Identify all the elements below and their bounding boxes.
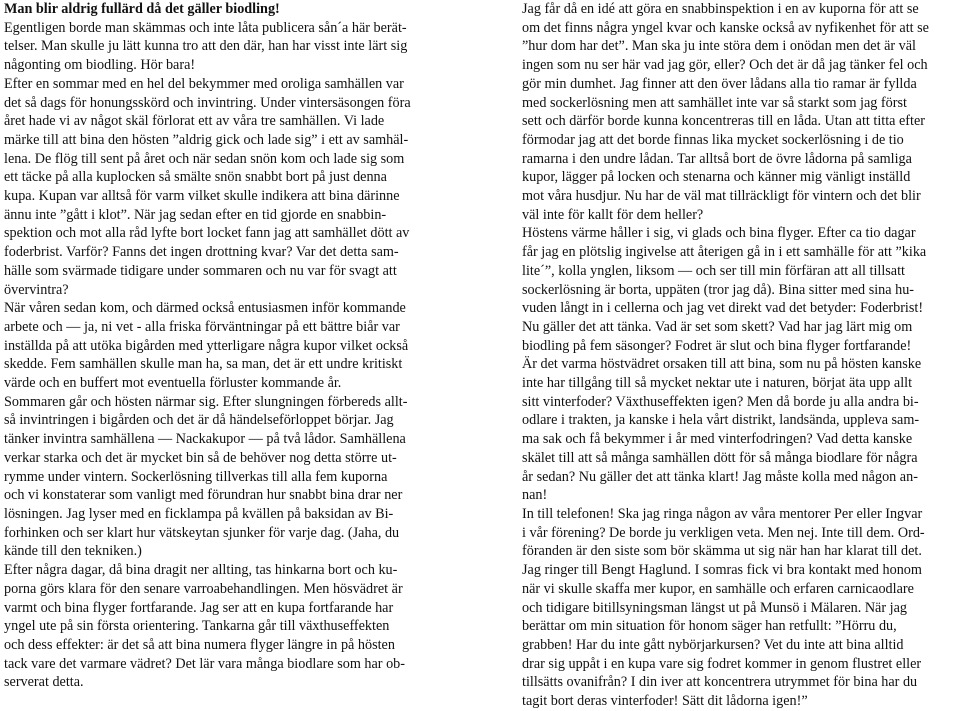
left-column-line: rymme under vintern. Sockerlösning tillverkas till alla fem kuporna (4, 468, 388, 485)
left-column-line: övervintra? (4, 281, 69, 298)
left-column-line: Egentligen borde man skämmas och inte låta publicera sån´a här berät- (4, 19, 407, 36)
left-column-line: märke till att bina den hösten ”aldrig gick och lade sig” i ett av samhäl- (4, 131, 409, 148)
right-column-line: sockerlösning är borta, uppäten (tror jag då). Bina sitter med sina hu- (522, 281, 915, 298)
left-column-line: serverat detta. (4, 674, 84, 691)
right-column-line: väl inte för kallt för dem heller? (522, 206, 704, 223)
left-column-line: yngel ute på sin första orientering. Tankarna går till växthuseffekten (4, 618, 390, 635)
left-column-line: tänker invintra samhällena — Nackakupor — på två lådor. Samhällena (4, 431, 406, 448)
left-column-line: Efter några dagar, då bina dragit ner allting, tas hinkarna bort och ku- (4, 562, 398, 579)
left-column-line: Efter en sommar med en hel del bekymmer med oroliga samhällen var (4, 75, 404, 92)
right-column-line: ”hur dom har det”. Man ska ju inte störa dem i onödan men det är väl (522, 38, 916, 55)
right-column-line: ma sak och få bekymmer i år med vinterfodringen? Vad detta kanske (522, 431, 913, 448)
right-column-line: gör min dumhet. Jag finner att den över lådans alla tio ramar är fyllda (522, 75, 917, 92)
right-column-text (522, 0, 954, 711)
left-column-line: När våren sedan kom, och därmed också entusiasmen inför kommande (4, 300, 406, 317)
left-column-line: någonting om biodling. Hör bara! (4, 57, 196, 74)
right-column-line: föranden är den siste som bör skämma ut sig när han har klarat till det. (522, 543, 922, 560)
left-column-line: foderbrist. Varför? Fanns det ingen drottning kvar? Var det detta sam- (4, 244, 399, 261)
left-column-line: telser. Man skulle ju lätt kunna tro att den där, han har visst inte lärt sig (4, 38, 408, 55)
right-column-line: och tidigare bitillsyningsman längst ut på Munsö i Mälaren. När jag (522, 599, 907, 616)
left-column-line: porna görs klara för den senare varroabehandlingen. Men hösvädret är (4, 580, 403, 597)
right-column-line: tagit bort deras vinterfoder! Sätt dit lådorna igen!” (522, 693, 808, 710)
right-column-line: drar sig uppåt i en kupa vare sig fodret kommer in genom flustret eller (522, 655, 922, 672)
right-column-line: grabben! Har du inte gått nybörjarkursen? Vet du inte att bina alltid (522, 636, 904, 653)
left-column-line: hälle som svärmade tidigare under sommaren och nu var för svagt att (4, 262, 397, 279)
right-column-line: inte har tillgång till så mycket nektar ute i naturen, börjat äta upp allt (522, 375, 913, 392)
left-column-line: Sommaren går och hösten närmar sig. Efter slungningen förbereds allt- (4, 393, 408, 410)
left-column-line: inställda på att utöka bigården med ytterligare några kupor vilket också (4, 337, 409, 354)
right-column-line: skälet till att så många samhällen dött för så många biodlare för några (522, 449, 918, 466)
right-column-line: odlare i trakten, ja kanske i hela vårt distrikt, landsända, uppleva sam- (522, 412, 920, 429)
right-column-line: berättar om min situation för honom säger han retfullt: ”Hörru du, (522, 618, 897, 635)
left-column-line: värde och en buffert mot eventuella förluster kommande år. (4, 375, 342, 392)
left-column-line: det så dags för honungsskörd och invintring. Under vintersäsongen föra (4, 94, 411, 111)
left-column-line: tack vare det varmare vädret? Det lär vara många biodlare som har ob- (4, 655, 405, 672)
right-column-line: får jag en plötslig ingivelse att återigen gå in i ett samhälle för att ”kika (522, 244, 927, 261)
right-column-line: om det finns några yngel kvar och kanske också av nyfikenhet för att se (522, 19, 929, 36)
left-column-line: forhinken och ser klart hur vätskeytan sjunker för varje dag. (Jaha, du (4, 524, 400, 541)
right-column-line: ramarna i den undre lådan. Tar alltså bort de övre lådorna på samliga (522, 150, 912, 167)
right-column-line: mot våra husdjur. Nu har de väl mat tillräckligt för vintern och det blir (522, 188, 921, 205)
left-column-text (4, 19, 436, 692)
right-column-line: sett och därför borde kunna koncentreras till en låda. Utan att titta efter (522, 113, 925, 130)
right-column-line: nan! (522, 487, 548, 504)
left-column-line: och vi konstaterar som vanligt med förundran hur snabbt bina drar ner (4, 487, 403, 504)
left-column-line: kände till den tekniken.) (4, 543, 142, 560)
left-column-line: och dess effekter: är det så att bina numera flyger längre in på hösten (4, 636, 395, 653)
left-column-line: året hade vi av något skäl förlorat ett av våra tre samhällen. Vi lade (4, 113, 385, 130)
left-column-line: varmt och bina flyger fortfarande. Jag ser att en kupa fortfarande har (4, 599, 394, 616)
left-column-line: lena. De flög till sent på året och när sedan snön kom och lade sig som (4, 150, 405, 167)
right-column-line: år sedan? Nu gäller det att tänka klart! Jag måste kolla med någon an- (522, 468, 918, 485)
right-column-line: kupor, lägger på locken och stenarna och känner mig vänligt inställd (522, 169, 911, 186)
right-column-line: ingen som nu ser här vad jag gör, eller? Och det är då jag tänker fel och (522, 57, 928, 74)
right-column-line: med sockerlösning men att samhället inte var så starkt som jag först (522, 94, 907, 111)
left-column-line: kupa. Kupan var alltså för varm vilket skulle indikera att bina därinne (4, 188, 400, 205)
right-column-line: Är det varma höstvädret orsaken till att bina, som nu på hösten kanske (522, 356, 922, 373)
left-column (4, 0, 436, 692)
right-column-line: när vi skulle skaffa mer kupor, en samhälle och erfaren carnicaodlare (522, 580, 914, 597)
left-column-line: spektion och mot alla råd lyfte bort locket fann jag att samhället dött av (4, 225, 410, 242)
right-column (522, 0, 954, 711)
right-column-line: Jag ringer till Bengt Haglund. I somras fick vi bra kontakt med honom (522, 562, 922, 579)
right-column-line: Nu gäller det att tänka. Vad är set som skett? Vad har jag lärt mig om (522, 318, 913, 335)
left-column-line: så invintringen i bigården och det är då händelseförloppet börjar. Jag (4, 412, 394, 429)
right-column-line: sitt vinterfoder? Växthuseffekten igen? Men då borde ju alla andra bi- (522, 393, 919, 410)
right-column-line: förmodar jag att det borde finnas lika mycket sockerlösning i de tio (522, 131, 904, 148)
right-column-line: biodling på fem säsonger? Fodret är slut och bina flyger fortfarande! (522, 337, 912, 354)
right-column-line: tillsätts ovanifrån? I din iver att koncentrera utrymmet för bina har du (522, 674, 918, 691)
left-column-line: lösningen. Jag lyser med en ficklampa på kvällen på baksidan av Bi- (4, 505, 394, 522)
right-column-line: In till telefonen! Ska jag ringa någon av våra mentorer Per eller Ingvar (522, 505, 923, 522)
article-title: Man blir aldrig fullärd då det gäller biodling! (4, 1, 280, 17)
left-column-line: verkar starka och det är mycket bin så de behöver nog detta större ut- (4, 449, 397, 466)
right-column-line: lite´”, kolla ynglen, liksom — och ser till min förfäran att all tillsatt (522, 262, 905, 279)
left-column-line: ännu inte ”gått i klot”. När jag sedan efter en tid gjorde en snabbin- (4, 206, 387, 223)
right-column-line: Jag får då en idé att göra en snabbinspektion i en av kuporna för att se (522, 1, 919, 17)
right-column-line: Höstens värme håller i sig, vi glads och bina flyger. Efter ca tio dagar (522, 225, 916, 242)
right-column-line: vuden långt in i cellerna och jag vet direkt vad det betyder: Foderbrist! (522, 300, 924, 317)
right-column-line: i vår förening? De borde ju verkligen veta. Men nej. Inte till dem. Ord- (522, 524, 925, 541)
left-column-line: arbete och — ja, ni vet - alla friska förväntningar på ett bättre biår var (4, 318, 400, 335)
left-column-line: ett täcke på alla kuplocken så smälte snön snabbt bort på just denna (4, 169, 387, 186)
left-column-line: skedde. Fem samhällen skulle man ha, sa man, det är ett undre kritiskt (4, 356, 403, 373)
